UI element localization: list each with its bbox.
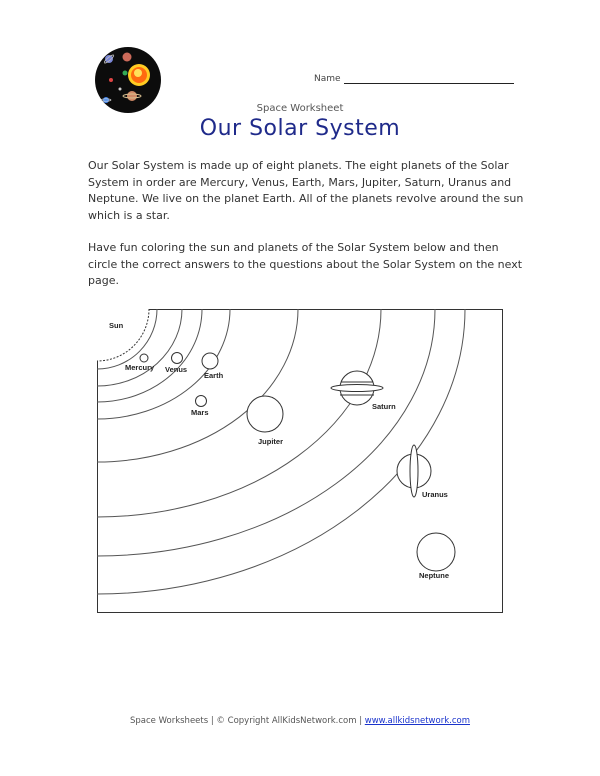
jupiter-label: Jupiter — [258, 437, 284, 446]
sun-label: Sun — [109, 321, 124, 330]
solar-system-diagram — [97, 309, 503, 613]
uranus-rings — [410, 445, 418, 497]
mercury-shape — [140, 354, 148, 362]
neptune-label: Neptune — [419, 571, 449, 580]
mercury-label: Mercury — [125, 363, 155, 372]
uranus-label: Uranus — [422, 490, 448, 499]
intro-paragraph: Our Solar System is made up of eight planets. The eight planets of the Solar System in order are Mercury, Venus, Earth, Mars, Jupiter, Saturn, Uranus and Neptune. We live on the planet Earth. All of the planets revolve around the sun which is a star. — [88, 159, 524, 222]
jupiter-shape — [247, 396, 283, 432]
name-label: Name — [314, 74, 341, 84]
footer-link[interactable]: www.allkidsnetwork.com — [364, 716, 470, 726]
page-title: Our Solar System — [199, 116, 401, 141]
name-field[interactable] — [314, 74, 514, 84]
instructions-paragraph: Have fun coloring the sun and planets of the Solar System below and then circle the correct answers to the questions about the Solar System on the next page. — [88, 241, 523, 287]
earth-label: Earth — [204, 371, 224, 380]
saturn-label: Saturn — [372, 402, 396, 411]
mars-label: Mars — [191, 408, 209, 417]
name-underline — [344, 74, 514, 84]
footer — [0, 716, 600, 726]
venus-shape — [172, 353, 183, 364]
earth-shape — [202, 353, 218, 369]
venus-label: Venus — [165, 365, 188, 374]
saturn-rings — [331, 385, 383, 392]
neptune-shape — [417, 533, 455, 571]
footer-text: Space Worksheets | © Copyright AllKidsNetwork.com | — [130, 716, 365, 726]
worksheet-subtitle: Space Worksheet — [256, 103, 344, 114]
mars-shape — [196, 396, 207, 407]
